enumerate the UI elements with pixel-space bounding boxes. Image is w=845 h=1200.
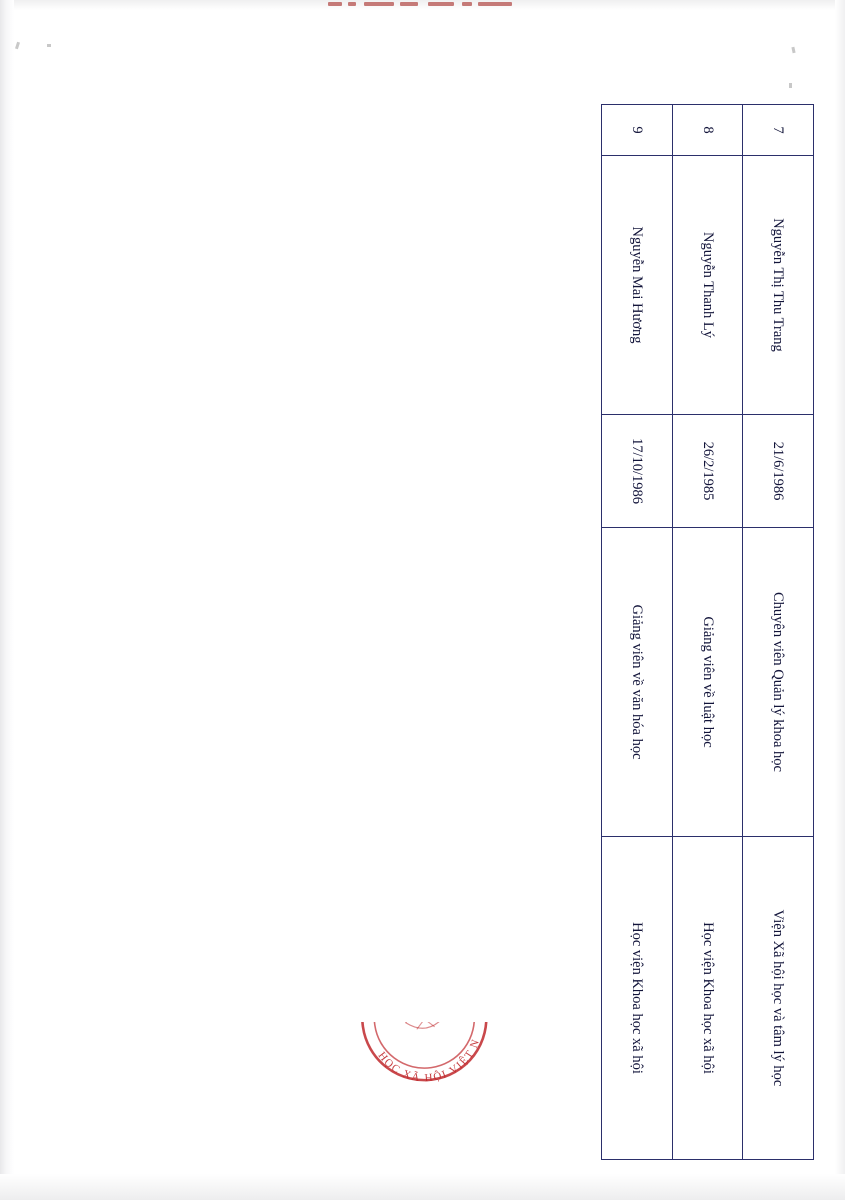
cell-name: Nguyễn Thanh Lý — [672, 156, 743, 415]
table-row — [743, 105, 814, 1160]
cell-stt: 8 — [672, 105, 743, 156]
cell-dob: 21/6/1986 — [743, 415, 814, 528]
scan-edge-right — [835, 0, 845, 1200]
cell-name: Nguyễn Thị Thu Trang — [743, 156, 814, 415]
cell-stt: 9 — [602, 105, 673, 156]
cell-org: Học viện Khoa học xã hội — [672, 837, 743, 1160]
scan-speck — [789, 83, 792, 88]
cell-title: Chuyên viên Quản lý khoa học — [743, 528, 814, 837]
scan-edge-bottom — [0, 1174, 845, 1200]
cell-dob: 26/2/1985 — [672, 415, 743, 528]
table-row — [602, 105, 673, 1160]
table-row — [672, 105, 743, 1160]
cell-title: Giảng viên về luật học — [672, 528, 743, 837]
official-seal-stamp — [347, 1022, 505, 1086]
scan-speck — [15, 42, 20, 50]
cell-stt: 7 — [743, 105, 814, 156]
scan-speck — [47, 44, 51, 47]
cropped-header-remnant — [328, 0, 528, 9]
svg-text:HỌC XÃ HỘI VIỆT N: HỌC XÃ HỘI VIỆT N — [375, 1036, 483, 1085]
scan-speck — [791, 47, 795, 53]
personnel-table — [601, 104, 814, 1160]
cell-title: Giảng viên về văn hóa học — [602, 528, 673, 837]
cell-org: Viện Xã hội học và tâm lý học — [743, 837, 814, 1160]
rotated-table-container — [601, 104, 814, 1114]
cell-name: Nguyễn Mai Hương — [602, 156, 673, 415]
cell-dob: 17/10/1986 — [602, 415, 673, 528]
scan-edge-left — [0, 0, 14, 1200]
cell-org: Học viện Khoa học xã hội — [602, 837, 673, 1160]
rotated-table-inner — [601, 104, 814, 1114]
